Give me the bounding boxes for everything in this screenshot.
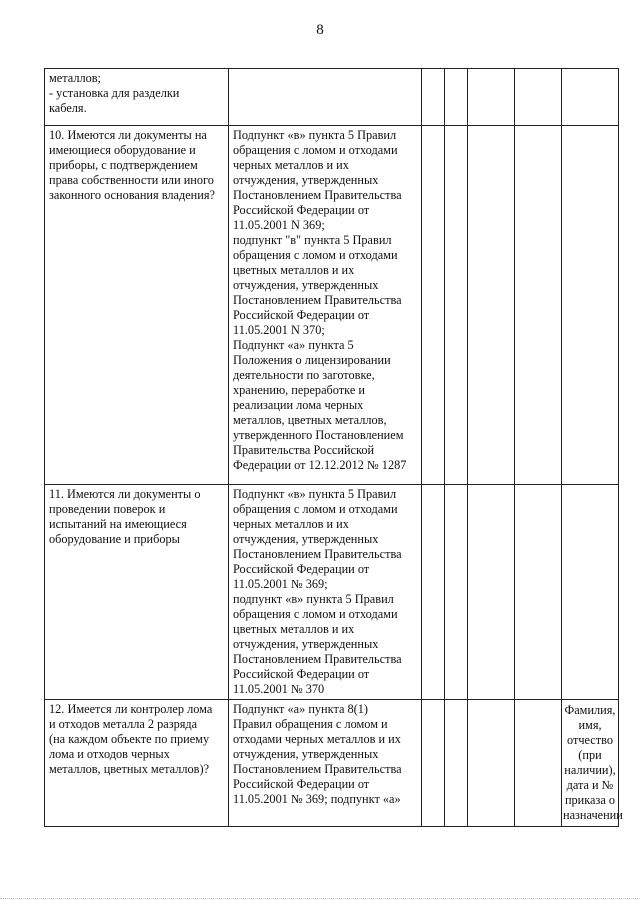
- legal-basis-cell: Подпункт «в» пункта 5 Правил обращения с ломом и отходами черных металлов и их отчуждения, утвержденных Постановлением Правительства Российской Федерации от 11.05.2001 № 369; подпункт «в» пункта 5 Правил обращения с ломом и отходами цветных металлов и их отчуждения, утвержденных Постановлением Правительства Российской Федерации от 11.05.2001 № 370: [229, 485, 422, 700]
- legal-basis-cell: Подпункт «а» пункта 8(1) Правил обращения с ломом и отходами черных металлов и их отчуждения, утвержденных Постановлением Правительства Российской Федерации от 11.05.2001 № 369; подпункт «а»: [229, 700, 422, 827]
- table-row: [45, 69, 619, 126]
- answer-no-cell[interactable]: [445, 69, 468, 126]
- legal-basis-cell: Подпункт «в» пункта 5 Правил обращения с ломом и отходами черных металлов и их отчуждения, утвержденных Постановлением Правительства Российской Федерации от 11.05.2001 N 369; подпункт "в" пункта 5 Правил обращения с ломом и отходами цветных металлов и их отчуждения, утвержденных Постановлением Правительства Российской Федерации от 11.05.2001 N 370; Подпункт «а» пункта 5 Положения о лицензировании деятельности по заготовке, хранению, переработке и реализации лома черных металлов, цветных металлов, утвержденного Постановлением Правительства Российской Федерации от 12.12.2012 № 1287: [229, 126, 422, 485]
- table-row: [45, 485, 619, 700]
- checklist-table: [44, 68, 623, 827]
- answer-no-cell[interactable]: [445, 700, 468, 827]
- answer-na-cell[interactable]: [468, 485, 515, 700]
- answer-no-cell[interactable]: [445, 126, 468, 485]
- question-cell: металлов; - установка для разделки кабеля.: [45, 69, 229, 126]
- remarks-cell[interactable]: [515, 700, 562, 827]
- answer-no-cell[interactable]: [445, 485, 468, 700]
- answer-na-cell[interactable]: [468, 700, 515, 827]
- remarks-cell[interactable]: [515, 69, 562, 126]
- question-cell: 11. Имеются ли документы о проведении поверок и испытаний на имеющиеся оборудование и приборы: [45, 485, 229, 700]
- answer-yes-cell[interactable]: [422, 126, 445, 485]
- page-number: 8: [316, 22, 324, 38]
- answer-yes-cell[interactable]: [422, 69, 445, 126]
- question-cell: 10. Имеются ли документы на имеющиеся оборудование и приборы, с подтверждением права собственности или иного законного основания владения?: [45, 126, 229, 485]
- answer-na-cell[interactable]: [468, 69, 515, 126]
- question-cell: 12. Имеется ли контролер лома и отходов металла 2 разряда (на каждом объекте по приему лома и отходов черных металлов, цветных металлов)?: [45, 700, 229, 827]
- answer-yes-cell[interactable]: [422, 700, 445, 827]
- scan-edge-divider: [0, 898, 640, 905]
- note-cell: [562, 485, 619, 700]
- answer-na-cell[interactable]: [468, 126, 515, 485]
- note-cell: Фамилия, имя, отчество (при наличии), дата и № приказа о назначении: [562, 700, 619, 827]
- note-cell: [562, 126, 619, 485]
- table-row: [45, 126, 619, 485]
- remarks-cell[interactable]: [515, 485, 562, 700]
- note-cell: [562, 69, 619, 126]
- legal-basis-cell: [229, 69, 422, 126]
- remarks-cell[interactable]: [515, 126, 562, 485]
- answer-yes-cell[interactable]: [422, 485, 445, 700]
- table-row: [45, 700, 619, 827]
